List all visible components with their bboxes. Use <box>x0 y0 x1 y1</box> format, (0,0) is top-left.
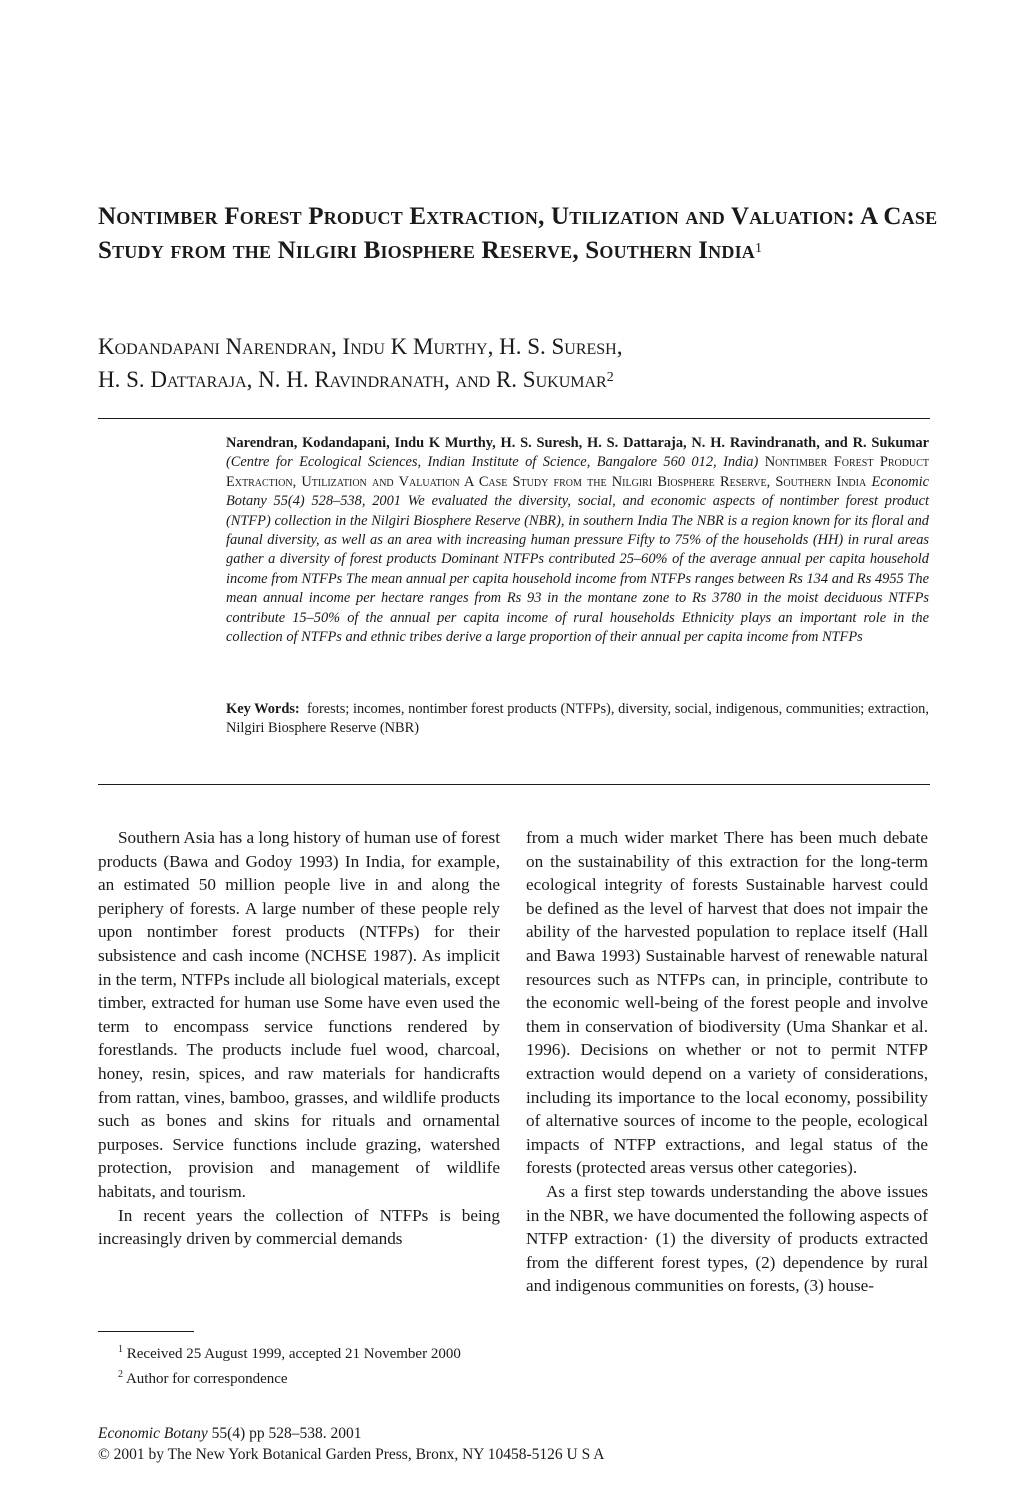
footnote-1-mark: 1 <box>118 1344 123 1355</box>
abstract-journal-ref: Economic Botany 55(4) 528–538, 2001 <box>226 473 929 510</box>
left-paragraph-1: Southern Asia has a long history of human use of forest products (Bawa and Godoy 1993) In India, for example, an estimated 50 million people live in and along the periphery of forests. A large number of these people rely upon nontimber forest products (NTFPs) for their subsistence and cash income (NCHSE 1987). As implicit in the term, NTFPs include all biological materials, except timber, extracted for human use Some have even used the term to encompass service functions rendered by forestlands. The products include fuel wood, charcoal, honey, resin, spices, and raw materials for handicrafts from rattan, vines, bamboo, grasses, and wildlife products such as bones and skins for rituals and ornamental purposes. Service functions include grazing, watershed protection, provision and management of wildlife habitats, and tourism. <box>98 828 500 1201</box>
copyright-line: © 2001 by The New York Botanical Garden Press, Bronx, NY 10458-5126 U S A <box>98 1446 605 1463</box>
abstract-title-caps: Nontimber Forest Product Extraction, Utilization and Valuation A Case Study from the Nilgiri Biosphere Reserve, Southern India <box>226 454 929 490</box>
left-column <box>98 826 500 1251</box>
keywords-text: forests; incomes, nontimber forest products (NTFPs), diversity, social, indigenous, communities; extraction, Nilgiri Biosphere Reserve (NBR) <box>226 701 929 737</box>
top-divider <box>98 418 930 419</box>
journal-name: Economic Botany <box>98 1425 208 1442</box>
author-list <box>98 330 938 396</box>
footnote-1-text: Received 25 August 1999, accepted 21 November 2000 <box>126 1346 461 1362</box>
author-line-2 <box>98 363 938 396</box>
footnote-1 <box>98 1340 500 1365</box>
keywords <box>226 700 929 739</box>
abstract-body: We evaluated the diversity, social, and economic aspects of nontimber forest product (NTFP) collection in the Nilgiri Biosphere Reserve (NBR), in southern India The NBR is a region known for its floral and faunal diversity, as well as an area with increasing human pressure Fifty to 75% of the households (HH) in rural areas gather a diversity of forest products Dominant NTFPs contributed 25–60% of the average annual per capita household income from NTFPs The mean annual per capita household income from NTFPs ranges between Rs 134 and Rs 4955 The mean annual income per hectare ranges from Rs 93 in the montane zone to Rs 3780 in the moist deciduous NTFPs contribute 15–50% of the annual per capita income of rural households Ethnicity plays an important role in the collection of NTFPs and ethnic tribes derive a large proportion of their annual per capita income from NTFPs <box>226 493 929 646</box>
right-paragraph-2: As a first step towards understanding the above issues in the NBR, we have documented the following aspects of NTFP extraction· (1) the diversity of products extracted from the different forest types, (2) dependence by rural and indigenous communities on forests, (3) house- <box>526 1181 928 1296</box>
author-line-2-text: H. S. Dattaraja, N. H. Ravindranath, and R. Sukumar <box>98 367 607 392</box>
abstract-author-names: Narendran, Kodandapani, Indu K Murthy, H. S. Suresh, H. S. Dattaraja, N. H. Ravindranath, and R. Sukumar <box>226 435 929 451</box>
footnote-2 <box>98 1365 500 1390</box>
paper-title <box>98 200 938 268</box>
footnotes <box>98 1340 500 1389</box>
right-column <box>526 826 928 1298</box>
right-paragraph-1: from a much wider market There has been much debate on the sustainability of this extraction for the long-term ecological integrity of forests Sustainable harvest could be defined as the level of harvest that does not impair the ability of the harvested population to replace itself (Hall and Bawa 1993) Sustainable harvest of renewable natural resources such as NTFPs can, in principle, contribute to the economic well-being of the forest people and involve them in conservation of biodiversity (Uma Shankar et al. 1996). Decisions on whether or not to permit NTFP extraction would depend on a variety of considerations, including its importance to the local economy, possibility of alternative sources of income to the people, ecological impacts of NTFP extractions, and legal status of the forests (protected areas versus other categories). <box>526 828 928 1178</box>
bottom-divider <box>98 784 930 785</box>
footnote-2-text: Author for correspondence <box>125 1370 288 1387</box>
journal-citation-rest: 55(4) pp 528–538. 2001 <box>211 1425 362 1442</box>
keywords-label: Key Words: <box>226 701 300 717</box>
abstract-affiliation: (Centre for Ecological Sciences, Indian Institute of Science, Bangalore 560 012, India) <box>226 454 759 471</box>
journal-citation <box>98 1423 938 1444</box>
author-footnote-mark: 2 <box>606 370 614 385</box>
footnote-2-mark: 2 <box>118 1368 123 1380</box>
author-line-1: Kodandapani Narendran, Indu K Murthy, H. S. Suresh, <box>98 334 623 359</box>
footnote-divider <box>98 1331 194 1332</box>
journal-footer <box>98 1423 938 1465</box>
left-paragraph-2: In recent years the collection of NTFPs is being increasingly driven by commercial demands <box>98 1205 500 1249</box>
title-footnote-mark: 1 <box>754 241 763 256</box>
abstract <box>226 434 929 647</box>
paper-title-text: Nontimber Forest Product Extraction, Utilization and Valuation: A Case Study from the Nilgiri Biosphere Reserve, Southern India <box>98 203 938 264</box>
